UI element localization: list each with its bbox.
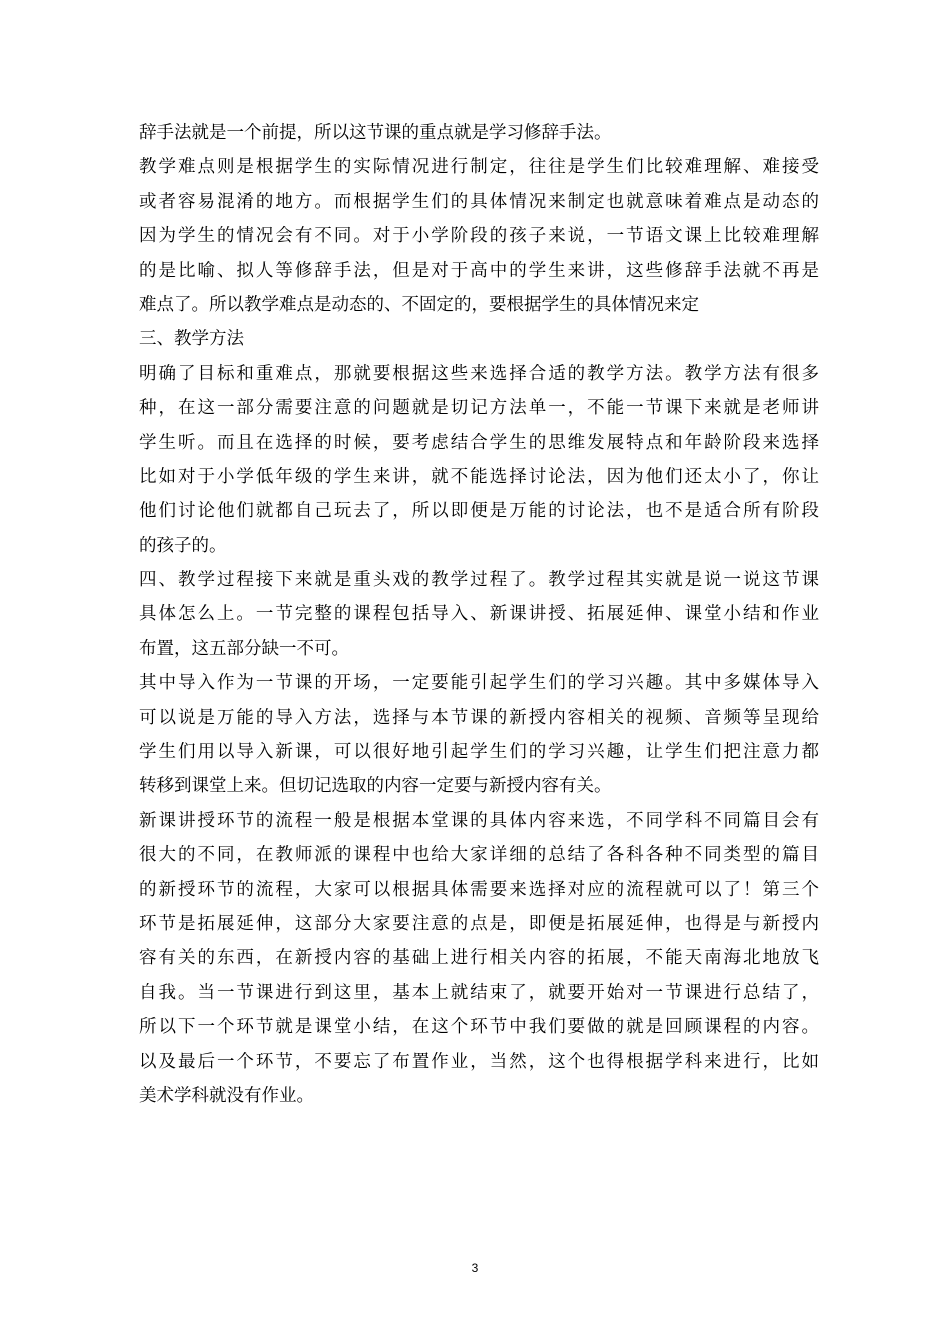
text-line: 的新授环节的流程，大家可以根据具体需要来选择对应的流程就可以了！第三个 xyxy=(139,879,819,900)
text-line: 因为学生的情况会有不同。对于小学阶段的孩子来说，一节语文课上比较难理解 xyxy=(139,226,819,247)
text-line: 或者容易混淆的地方。而根据学生们的具体情况来制定也就意味着难点是动态的 xyxy=(139,191,819,212)
text-line: 明确了目标和重难点，那就要根据这些来选择合适的教学方法。教学方法有很多 xyxy=(139,363,819,384)
text-line: 他们讨论他们就都自己玩去了，所以即便是万能的讨论法，也不是适合所有阶段 xyxy=(139,501,819,522)
page-number: 3 xyxy=(471,1261,479,1275)
text-line: 的是比喻、拟人等修辞手法，但是对于高中的学生来讲，这些修辞手法就不再是 xyxy=(139,260,819,281)
text-line: 布置，这五部分缺一不可。 xyxy=(139,638,349,659)
text-line: 比如对于小学低年级的学生来讲，就不能选择讨论法，因为他们还太小了，你让 xyxy=(139,466,819,487)
text-line: 学生听。而且在选择的时候，要考虑结合学生的思维发展特点和年龄阶段来选择 xyxy=(139,432,819,453)
text-line: 学生们用以导入新课，可以很好地引起学生们的学习兴趣，让学生们把注意力都 xyxy=(139,742,819,763)
text-line: 很大的不同，在教师派的课程中也给大家详细的总结了各科各种不同类型的篇目 xyxy=(139,845,819,866)
text-line: 所以下一个环节就是课堂小结，在这个环节中我们要做的就是回顾课程的内容。 xyxy=(139,1017,819,1038)
text-line: 以及最后一个环节，不要忘了布置作业，当然，这个也得根据学科来进行，比如 xyxy=(139,1051,819,1072)
text-line: 自我。当一节课进行到这里，基本上就结束了，就要开始对一节课进行总结了， xyxy=(139,982,819,1003)
body-text xyxy=(139,116,819,1113)
text-line: 辞手法就是一个前提，所以这节课的重点就是学习修辞手法。 xyxy=(139,123,612,143)
text-line: 新课讲授环节的流程一般是根据本堂课的具体内容来选，不同学科不同篇目会有 xyxy=(139,810,819,831)
text-line: 具体怎么上。一节完整的课程包括导入、新课讲授、拓展延伸、课堂小结和作业 xyxy=(139,604,819,625)
text-line: 三、教学方法 xyxy=(139,329,244,350)
text-line: 难点了。所以教学难点是动态的、不固定的，要根据学生的具体情况来定 xyxy=(139,294,699,315)
text-line: 可以说是万能的导入方法，选择与本节课的新授内容相关的视频、音频等呈现给 xyxy=(139,707,819,728)
text-line: 美术学科就没有作业。 xyxy=(139,1085,314,1106)
text-line: 环节是拓展延伸，这部分大家要注意的点是，即便是拓展延伸，也得是与新授内 xyxy=(139,913,819,934)
text-line: 其中导入作为一节课的开场，一定要能引起学生们的学习兴趣。其中多媒体导入 xyxy=(139,673,819,694)
text-line: 教学难点则是根据学生的实际情况进行制定，往往是学生们比较难理解、难接受 xyxy=(139,157,819,178)
text-line: 种，在这一部分需要注意的问题就是切记方法单一，不能一节课下来就是老师讲 xyxy=(139,398,819,419)
text-line: 容有关的东西，在新授内容的基础上进行相关内容的拓展，不能天南海北地放飞 xyxy=(139,948,819,969)
text-line: 转移到课堂上来。但切记选取的内容一定要与新授内容有关。 xyxy=(139,776,612,797)
text-line: 的孩子的。 xyxy=(139,535,227,556)
text-line: 四、教学过程接下来就是重头戏的教学过程了。教学过程其实就是说一说这节课 xyxy=(139,570,819,591)
